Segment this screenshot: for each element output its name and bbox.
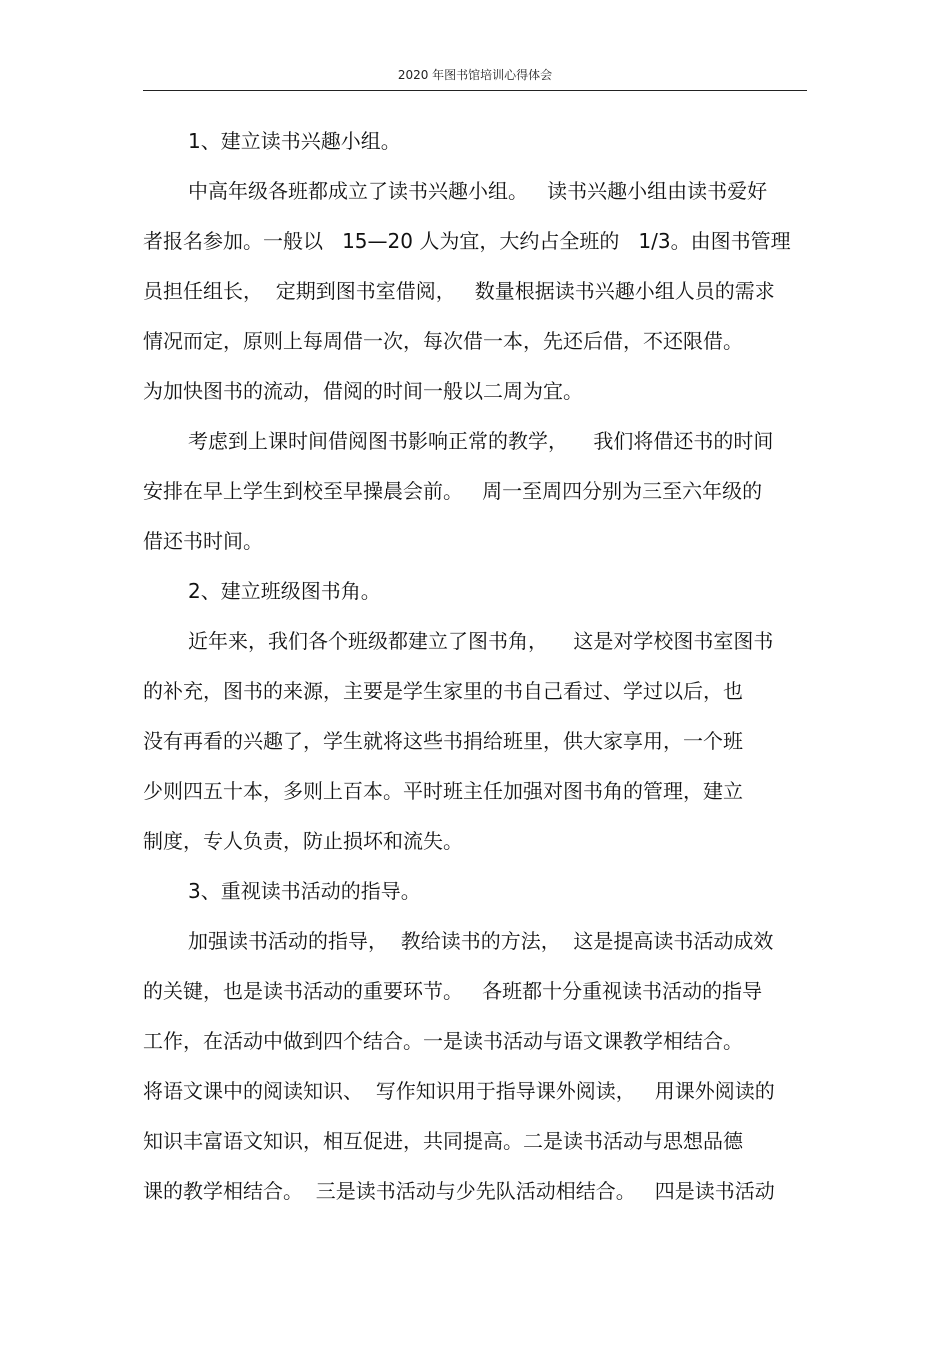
section-heading-1: 1、建立读书兴趣小组。 bbox=[188, 129, 401, 153]
paragraph-line: 的补充，图书的来源，主要是学生家里的书自己看过、学过以后，也 bbox=[143, 679, 743, 703]
paragraph-line: 的关键，也是读书活动的重要环节。 各班都十分重视读书活动的指导 bbox=[143, 979, 763, 1003]
paragraph-line: 借还书时间。 bbox=[143, 529, 263, 553]
paragraph-line: 中高年级各班都成立了读书兴趣小组。 读书兴趣小组由读书爱好 bbox=[188, 179, 768, 203]
paragraph-line: 没有再看的兴趣了，学生就将这些书捐给班里，供大家享用，一个班 bbox=[143, 729, 743, 753]
paragraph-line: 员担任组长， 定期到图书室借阅， 数量根据读书兴趣小组人员的需求 bbox=[143, 279, 775, 303]
paragraph-line: 情况而定，原则上每周借一次，每次借一本，先还后借，不还限借。 bbox=[143, 329, 743, 353]
paragraph-line: 安排在早上学生到校至早操晨会前。 周一至周四分别为三至六年级的 bbox=[143, 479, 763, 503]
paragraph-line: 制度，专人负责，防止损坏和流失。 bbox=[143, 829, 463, 853]
paragraph-line: 将语文课中的阅读知识、 写作知识用于指导课外阅读， 用课外阅读的 bbox=[143, 1079, 775, 1103]
page-header-title: 2020 年图书馆培训心得体会 bbox=[397, 68, 553, 82]
paragraph-line: 少则四五十本，多则上百本。平时班主任加强对图书角的管理，建立 bbox=[143, 779, 743, 803]
paragraph-line: 考虑到上课时间借阅图书影响正常的教学， 我们将借还书的时间 bbox=[188, 429, 774, 453]
paragraph-line: 知识丰富语文知识，相互促进，共同提高。二是读书活动与思想品德 bbox=[143, 1129, 743, 1153]
section-heading-2: 2、建立班级图书角。 bbox=[188, 579, 381, 603]
header-divider bbox=[143, 90, 807, 91]
paragraph-line: 者报名参加。一般以 15—20 人为宜，大约占全班的 1/3。由图书管理 bbox=[143, 229, 791, 253]
paragraph-line: 工作，在活动中做到四个结合。一是读书活动与语文课教学相结合。 bbox=[143, 1029, 743, 1053]
paragraph-line: 课的教学相结合。 三是读书活动与少先队活动相结合。 四是读书活动 bbox=[143, 1179, 775, 1203]
paragraph-line: 为加快图书的流动，借阅的时间一般以二周为宜。 bbox=[143, 379, 583, 403]
paragraph-line: 加强读书活动的指导， 教给读书的方法， 这是提高读书活动成效 bbox=[188, 929, 774, 953]
paragraph-line: 近年来，我们各个班级都建立了图书角， 这是对学校图书室图书 bbox=[188, 629, 774, 653]
section-heading-3: 3、重视读书活动的指导。 bbox=[188, 879, 421, 903]
